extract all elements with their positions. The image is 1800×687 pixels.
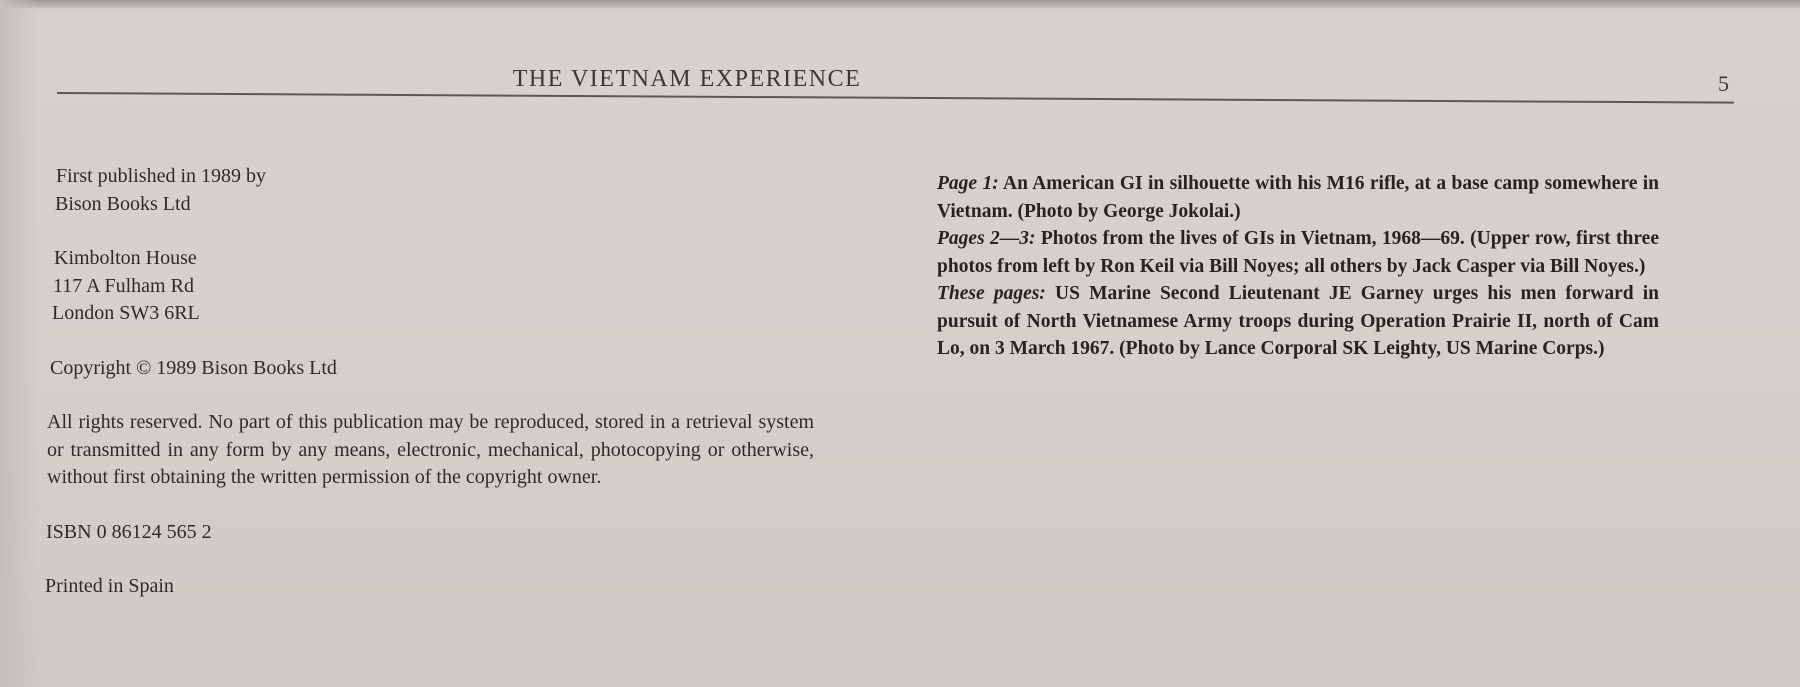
page-gutter-shadow <box>0 0 40 687</box>
spacer <box>40 492 820 519</box>
caption-text: Photos from the lives of GIs in Vietnam, 1968—69. (Upper row, first three photos from left by Ron Keil via Bill Noyes; all others by Jack Casper via Bill Noyes.) <box>937 228 1659 277</box>
page-number: 5 <box>1718 71 1729 96</box>
spacer <box>40 218 820 245</box>
rights-statement: All rights reserved. No part of this publication may be reproduced, stored in a retrieval system or transmitted in any form by any means, electronic, mechanical, photocopying or otherwise, without first obtaining the written permission of the copyright owner. <box>47 411 814 488</box>
header-rule <box>57 92 1734 104</box>
publisher-name: Bison Books Ltd <box>55 192 191 215</box>
printed-in: Printed in Spain <box>45 575 174 597</box>
caption-pages-2-3 <box>937 225 1659 280</box>
caption-text: An American GI in silhouette with his M16 rifle, at a base camp somewhere in Vietnam. (Photo by George Jokolai.) <box>937 173 1659 222</box>
caption-lead: These pages: <box>937 283 1046 304</box>
address-line-2: 117 A Fulham Rd <box>53 274 194 297</box>
isbn: ISBN 0 86124 565 2 <box>46 520 212 543</box>
running-header-title: THE VIETNAM EXPERIENCE <box>512 66 862 92</box>
caption-text: US Marine Second Lieutenant JE Garney urges his men forward in pursuit of North Vietnamese Army troops during Operation Prairie II, north of Cam Lo, on 3 March 1967. (Photo by Lance Corporal SK Leighty, US Marine Corps.) <box>937 283 1660 359</box>
page-top-edge <box>0 0 1800 8</box>
imprint-column <box>40 163 820 601</box>
spacer <box>40 328 820 355</box>
address-line-1: Kimbolton House <box>54 247 197 269</box>
caption-page-1 <box>937 170 1659 225</box>
spacer <box>40 546 820 573</box>
spacer <box>40 382 820 409</box>
published-line-1: First published in 1989 by <box>56 165 267 187</box>
copyright-notice: Copyright © 1989 Bison Books Ltd <box>50 356 337 379</box>
photo-captions <box>937 170 1659 363</box>
address-line-3: London SW3 6RL <box>52 302 200 324</box>
caption-lead: Pages 2—3: <box>937 228 1036 249</box>
caption-lead: Page 1: <box>937 173 999 194</box>
caption-these-pages <box>937 280 1659 363</box>
